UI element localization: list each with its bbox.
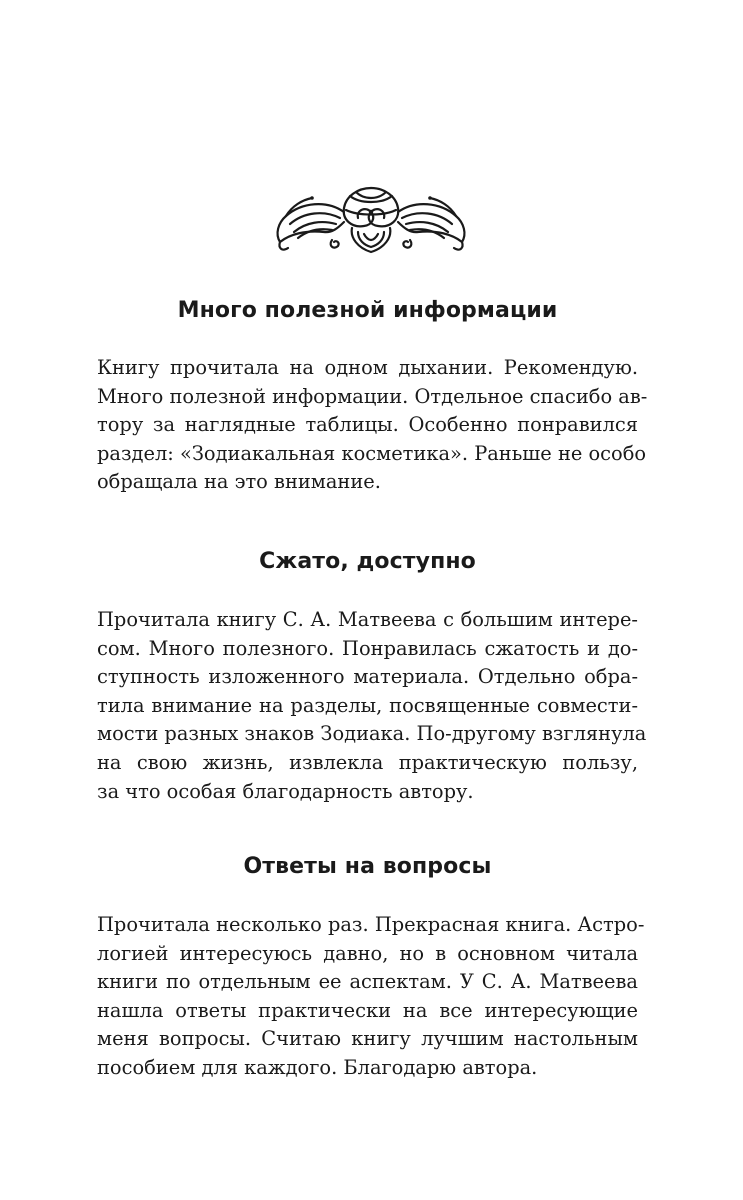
body-line: тила внимание на разделы, посвященные совмести- bbox=[97, 693, 638, 717]
body-line: обращала на это внимание. bbox=[97, 470, 381, 494]
body-line: Прочитала несколько раз. Прекрасная книга. Астро- bbox=[97, 913, 645, 936]
body-line: ступность изложенного материала. Отдельно обра- bbox=[97, 665, 638, 689]
section-body bbox=[97, 606, 647, 806]
body-line: Много полезной информации. Отдельное спасибо ав- bbox=[97, 384, 648, 408]
body-line: Книгу прочитала на одном дыхании. Рекомендую. bbox=[97, 356, 638, 379]
body-line: Прочитала книгу С. А. Матвеева с большим интере- bbox=[97, 608, 638, 631]
celtic-knot-ornament-icon bbox=[272, 182, 470, 254]
body-line: нашла ответы практически на все интересующие bbox=[97, 998, 638, 1022]
section-body bbox=[97, 354, 648, 497]
section-title: Много полезной информации bbox=[177, 298, 558, 323]
body-line: пособием для каждого. Благодарю автора. bbox=[97, 1055, 538, 1079]
body-line: меня вопросы. Считаю книгу лучшим настольным bbox=[97, 1027, 638, 1051]
body-line: тору за наглядные таблицы. Особенно понравился bbox=[97, 413, 638, 437]
body-line: за что особая благодарность автору. bbox=[97, 779, 474, 803]
body-line: раздел: «Зодиакальная косметика». Раньше не особо bbox=[97, 441, 647, 465]
body-line: книги по отдельным ее аспектам. У С. А. Матвеева bbox=[97, 970, 638, 994]
body-line: сом. Много полезного. Понравилась сжатость и до- bbox=[97, 636, 638, 660]
section-title: Ответы на вопросы bbox=[243, 854, 492, 879]
body-line: мости разных знаков Зодиака. По-другому взглянула bbox=[97, 722, 647, 746]
body-line: на свою жизнь, извлекла практическую пользу, bbox=[97, 750, 638, 774]
review-section-1 bbox=[97, 297, 648, 497]
review-section-3 bbox=[97, 853, 645, 1083]
body-line: логией интересуюсь давно, но в основном читала bbox=[97, 941, 638, 965]
section-title: Сжато, доступно bbox=[259, 549, 476, 574]
section-body bbox=[97, 911, 645, 1083]
review-section-2 bbox=[97, 548, 647, 806]
